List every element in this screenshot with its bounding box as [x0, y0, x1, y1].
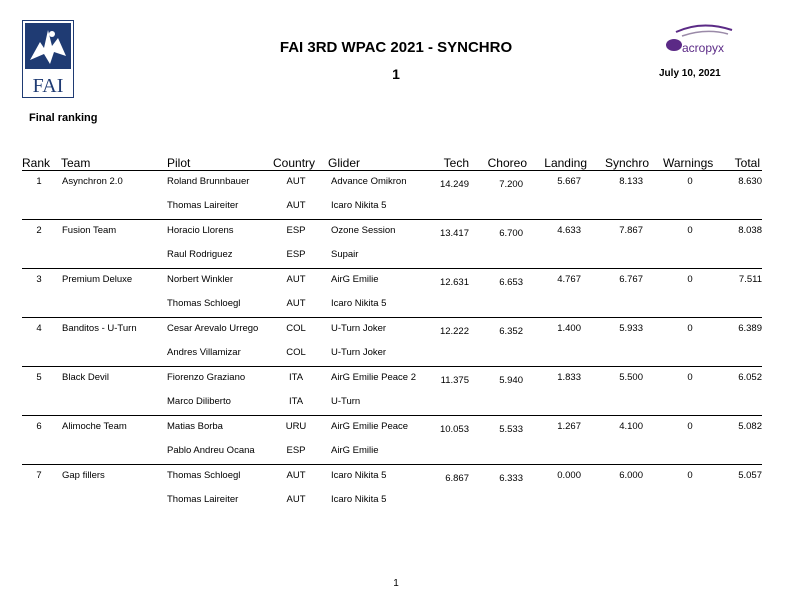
pilot-cell: Norbert Winkler	[167, 274, 233, 285]
glider-cell: U-Turn Joker	[331, 323, 387, 334]
total-score-cell: 5.082	[738, 421, 762, 432]
glider-cell: U-Turn	[331, 396, 361, 407]
warnings-cell: 0	[687, 372, 693, 383]
glider-cell: AirG Emilie Peace 2	[331, 372, 417, 383]
country-cell: URU	[285, 421, 307, 432]
section-title: Final ranking	[29, 112, 98, 124]
choreo-score-cell: 7.200	[499, 179, 523, 190]
choreo-score-cell: 6.352	[499, 326, 523, 337]
country-cell: AUT	[286, 298, 306, 309]
pilot-cell: Horacio Llorens	[167, 225, 234, 236]
rank-cell: 1	[36, 176, 42, 187]
col-header-landing: Landing	[544, 156, 587, 170]
pilot-cell: Raul Rodriguez	[167, 249, 233, 260]
rank-cell: 7	[36, 470, 42, 481]
warnings-cell: 0	[687, 323, 693, 334]
pilot-cell: Fiorenzo Graziano	[167, 372, 246, 383]
tech-score-cell: 12.631	[439, 277, 469, 288]
glider-cell: Ozone Session	[331, 225, 396, 236]
col-header-tech: Tech	[443, 156, 469, 170]
tech-score-cell: 11.375	[440, 375, 469, 386]
pilot-cell: Matias Borba	[167, 421, 223, 432]
country-cell: AUT	[286, 176, 306, 187]
team-cell: Fusion Team	[62, 225, 117, 236]
team-cell: Gap fillers	[62, 470, 105, 481]
header-divider	[22, 170, 762, 171]
tech-score-cell: 12.222	[439, 326, 469, 337]
synchro-score-cell: 7.867	[619, 225, 643, 236]
tech-score-cell: 6.867	[445, 473, 469, 484]
fai-logo	[22, 20, 74, 98]
country-cell: COL	[286, 347, 306, 358]
pilot-cell: Thomas Laireiter	[167, 200, 239, 211]
choreo-score-cell: 6.653	[499, 277, 523, 288]
glider-cell: Icaro Nikita 5	[331, 298, 387, 309]
glider-cell: Advance Omikron	[331, 176, 407, 187]
team-cell: Asynchron 2.0	[62, 176, 123, 187]
glider-cell: Icaro Nikita 5	[331, 200, 387, 211]
synchro-score-cell: 6.767	[619, 274, 643, 285]
country-cell: ESP	[286, 249, 306, 260]
country-cell: ESP	[286, 445, 306, 456]
country-cell: ESP	[286, 225, 306, 236]
row-divider	[22, 366, 762, 367]
synchro-score-cell: 8.133	[619, 176, 643, 187]
row-divider	[22, 415, 762, 416]
row-divider	[22, 317, 762, 318]
glider-cell: AirG Emilie Peace	[331, 421, 409, 432]
col-header-team: Team	[61, 156, 91, 170]
rank-cell: 2	[36, 225, 42, 236]
team-cell: Black Devil	[62, 372, 109, 383]
choreo-score-cell: 6.700	[499, 228, 523, 239]
rank-cell: 5	[36, 372, 42, 383]
row-divider	[22, 464, 762, 465]
landing-score-cell: 5.667	[557, 176, 581, 187]
synchro-score-cell: 4.100	[619, 421, 643, 432]
pilot-cell: Roland Brunnbauer	[167, 176, 250, 187]
total-score-cell: 5.057	[738, 470, 762, 481]
rank-cell: 4	[36, 323, 42, 334]
glider-cell: Icaro Nikita 5	[331, 470, 387, 481]
col-header-glider: Glider	[328, 156, 361, 170]
synchro-score-cell: 5.500	[619, 372, 643, 383]
glider-cell: AirG Emilie	[331, 274, 379, 285]
pilot-cell: Marco Diliberto	[167, 396, 231, 407]
glider-cell: Icaro Nikita 5	[331, 494, 387, 505]
landing-score-cell: 4.767	[557, 274, 581, 285]
glider-cell: Supair	[331, 249, 359, 260]
pilot-cell: Thomas Laireiter	[167, 494, 239, 505]
pilot-cell: Thomas Schloegl	[167, 470, 241, 481]
synchro-score-cell: 5.933	[619, 323, 643, 334]
page-subtitle: 1	[392, 66, 400, 82]
tech-score-cell: 14.249	[439, 179, 469, 190]
pilot-cell: Andres Villamizar	[167, 347, 241, 358]
col-header-warnings: Warnings	[663, 156, 714, 170]
total-score-cell: 7.511	[738, 274, 762, 285]
warnings-cell: 0	[687, 176, 693, 187]
country-cell: AUT	[286, 274, 306, 285]
row-divider	[22, 268, 762, 269]
pilot-cell: Thomas Schloegl	[167, 298, 241, 309]
glider-cell: U-Turn Joker	[331, 347, 387, 358]
choreo-score-cell: 5.533	[499, 424, 523, 435]
choreo-score-cell: 5.940	[499, 375, 523, 386]
col-header-synchro: Synchro	[604, 156, 649, 170]
col-header-total: Total	[734, 156, 760, 170]
warnings-cell: 0	[687, 225, 693, 236]
choreo-score-cell: 6.333	[499, 473, 523, 484]
col-header-choreo: Choreo	[487, 156, 527, 170]
country-cell: AUT	[286, 494, 306, 505]
total-score-cell: 8.038	[738, 225, 762, 236]
landing-score-cell: 1.400	[557, 323, 581, 334]
total-score-cell: 6.052	[738, 372, 762, 383]
col-header-rank: Rank	[22, 156, 51, 170]
team-cell: Banditos - U-Turn	[62, 323, 137, 334]
col-header-country: Country	[273, 156, 316, 170]
col-header-pilot: Pilot	[167, 156, 191, 170]
team-cell: Alimoche Team	[62, 421, 127, 432]
landing-score-cell: 1.267	[557, 421, 581, 432]
country-cell: ITA	[288, 396, 304, 407]
total-score-cell: 6.389	[738, 323, 762, 334]
pilot-cell: Cesar Arevalo Urrego	[167, 323, 259, 334]
pilot-cell: Pablo Andreu Ocana	[167, 445, 255, 456]
svg-text:acropyx: acropyx	[682, 41, 725, 55]
warnings-cell: 0	[687, 470, 693, 481]
svg-text:FAI: FAI	[32, 75, 64, 97]
glider-cell: AirG Emilie	[331, 445, 379, 456]
warnings-cell: 0	[687, 274, 693, 285]
rank-cell: 3	[36, 274, 42, 285]
team-cell: Premium Deluxe	[62, 274, 133, 285]
country-cell: AUT	[286, 200, 306, 211]
tech-score-cell: 10.053	[439, 424, 469, 435]
warnings-cell: 0	[687, 421, 693, 432]
country-cell: AUT	[286, 470, 306, 481]
synchro-score-cell: 6.000	[619, 470, 643, 481]
page-title: FAI 3RD WPAC 2021 - SYNCHRO	[279, 39, 513, 56]
landing-score-cell: 4.633	[557, 225, 581, 236]
rank-cell: 6	[36, 421, 42, 432]
landing-score-cell: 0.000	[557, 470, 581, 481]
landing-score-cell: 1.833	[557, 372, 581, 383]
event-date: July 10, 2021	[659, 68, 721, 79]
row-divider	[22, 219, 762, 220]
country-cell: COL	[286, 323, 306, 334]
tech-score-cell: 13.417	[439, 228, 469, 239]
page-number: 1	[393, 578, 399, 589]
total-score-cell: 8.630	[738, 176, 762, 187]
country-cell: ITA	[288, 372, 304, 383]
